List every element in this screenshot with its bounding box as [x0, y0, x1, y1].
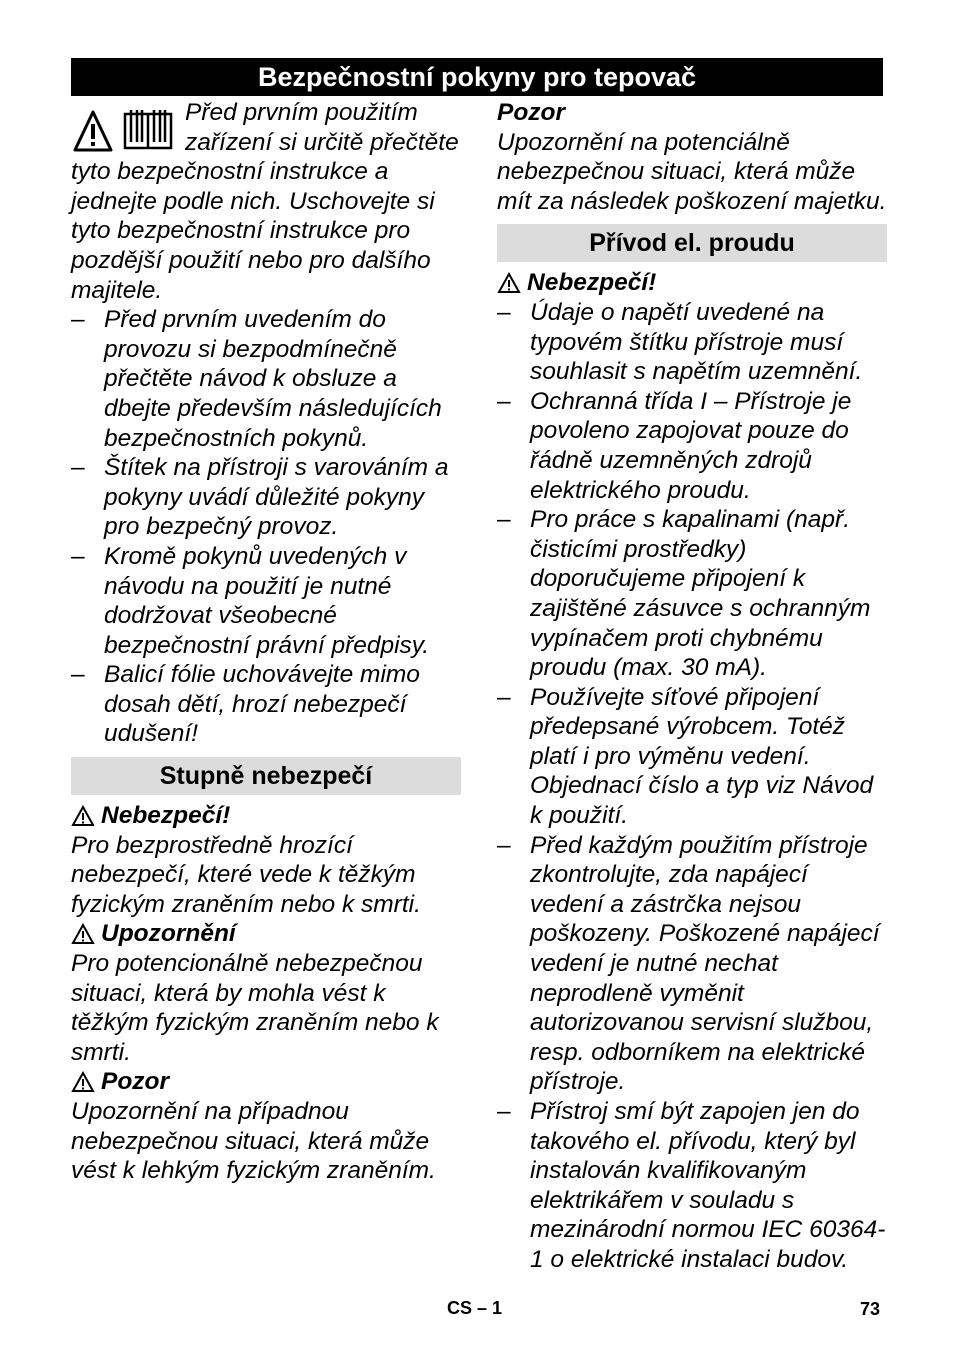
- danger-label: Nebezpečí!: [497, 268, 887, 298]
- warning-manual-icons: [71, 106, 177, 156]
- pozor-text: Upozornění na potenciálně nebezpečnou situaci, která může mít za následek poškození majetku.: [497, 128, 887, 215]
- list-dash: –: [497, 506, 511, 534]
- footer-section-code: CS – 1: [447, 1298, 503, 1318]
- danger-text: Pro bezprostředně hrozící nebezpečí, které vede k těžkým fyzickým zraněním nebo k smrti.: [71, 831, 421, 918]
- section-heading-danger-levels: Stupně nebezpečí: [71, 757, 461, 795]
- warning-label: Upozornění: [71, 919, 461, 949]
- list-item: – Před prvním uvedením do provozu si bezpodmínečně přečtěte návod k obsluze a dbejte především následujících bezpečnostních pokynů.: [71, 306, 442, 452]
- list-dash: –: [497, 1098, 511, 1125]
- right-column: [497, 98, 887, 1275]
- list-item: – Balicí fólie uchovávejte mimo dosah dětí, hrozí nebezpečí udušení!: [71, 661, 420, 748]
- list-dash: –: [497, 298, 511, 326]
- list-dash: –: [71, 542, 85, 570]
- warning-triangle-icon: [71, 923, 95, 945]
- pozor-label: Pozor: [497, 99, 566, 126]
- list-dash: –: [71, 306, 85, 334]
- list-dash: –: [497, 831, 511, 859]
- list-item: – Údaje o napětí uvedené na typovém štítku přístroje musí souhlasit s napětím uzemnění.: [497, 298, 863, 386]
- page-title: Bezpečnostní pokyny pro tepovač: [71, 58, 883, 96]
- list-dash: –: [71, 454, 85, 482]
- list-item: – Ochranná třída I – Přístroje je povoleno zapojovat pouze do řádně uzemněných zdrojů elektrického proudu.: [497, 387, 852, 504]
- section-heading-power-supply: Přívod el. proudu: [497, 224, 887, 262]
- caution-label: Pozor: [71, 1067, 461, 1097]
- list-item: – Pro práce s kapalinami (např. čisticími prostředky) doporučujeme připojení k zajištěné zásuvce s ochranným vypínačem proti chybnému proudu (max. 30 mA).: [497, 506, 871, 682]
- warning-triangle-icon: [71, 1071, 95, 1093]
- intro-block: [71, 98, 461, 305]
- list-item: – Kromě pokynů uvedených v návodu na použití je nutné dodržovat všeobecné bezpečnostní právní předpisy.: [71, 542, 430, 659]
- left-column: [71, 98, 461, 1186]
- list-dash: –: [497, 683, 511, 711]
- warning-triangle-icon: [497, 272, 521, 294]
- warning-triangle-icon: [71, 805, 95, 827]
- list-item: – Přístroj smí být zapojen jen do takového el. přívodu, který byl instalován kvalifikovaným elektrikářem v souladu s mezinárodní normou IEC 60364-1 o elektrické instalaci budov.: [497, 1098, 886, 1273]
- warning-triangle-icon: [75, 112, 111, 150]
- warning-text: Pro potencionálně nebezpečnou situaci, která by mohla vést k těžkým fyzickým zraněním nebo k smrti.: [71, 950, 439, 1066]
- page-number: 73: [860, 1299, 881, 1319]
- list-dash: –: [71, 661, 85, 689]
- list-item: – Před každým použitím přístroje zkontrolujte, zda napájecí vedení a zástrčka nejsou poškozeny. Poškozené napájecí vedení je nutné nechat neprodleně vyměnit autorizovanou servisní službou, resp. odborníkem na elektrické přístroje.: [497, 831, 880, 1096]
- intro-text: Před prvním použitím zařízení si určitě přečtěte tyto bezpečnostní instrukce a jednejte podle nich. Uschovejte si tyto bezpečnostní instrukce pro pozdější použití nebo pro dalšího majitele.: [71, 99, 459, 304]
- caution-text: Upozornění na případnou nebezpečnou situaci, která může vést k lehkým fyzickým zraněním.: [71, 1098, 436, 1185]
- manual-book-icon: [125, 110, 171, 148]
- list-dash: –: [497, 387, 511, 415]
- list-item: – Používejte síťové připojení předepsané výrobcem. Totéž platí i pro výměnu vedení. Objednací číslo a typ viz Návod k použití.: [497, 683, 874, 830]
- danger-label: Nebezpečí!: [71, 801, 461, 831]
- list-item: – Štítek na přístroji s varováním a pokyny uvádí důležité pokyny pro bezpečný provoz.: [71, 454, 449, 541]
